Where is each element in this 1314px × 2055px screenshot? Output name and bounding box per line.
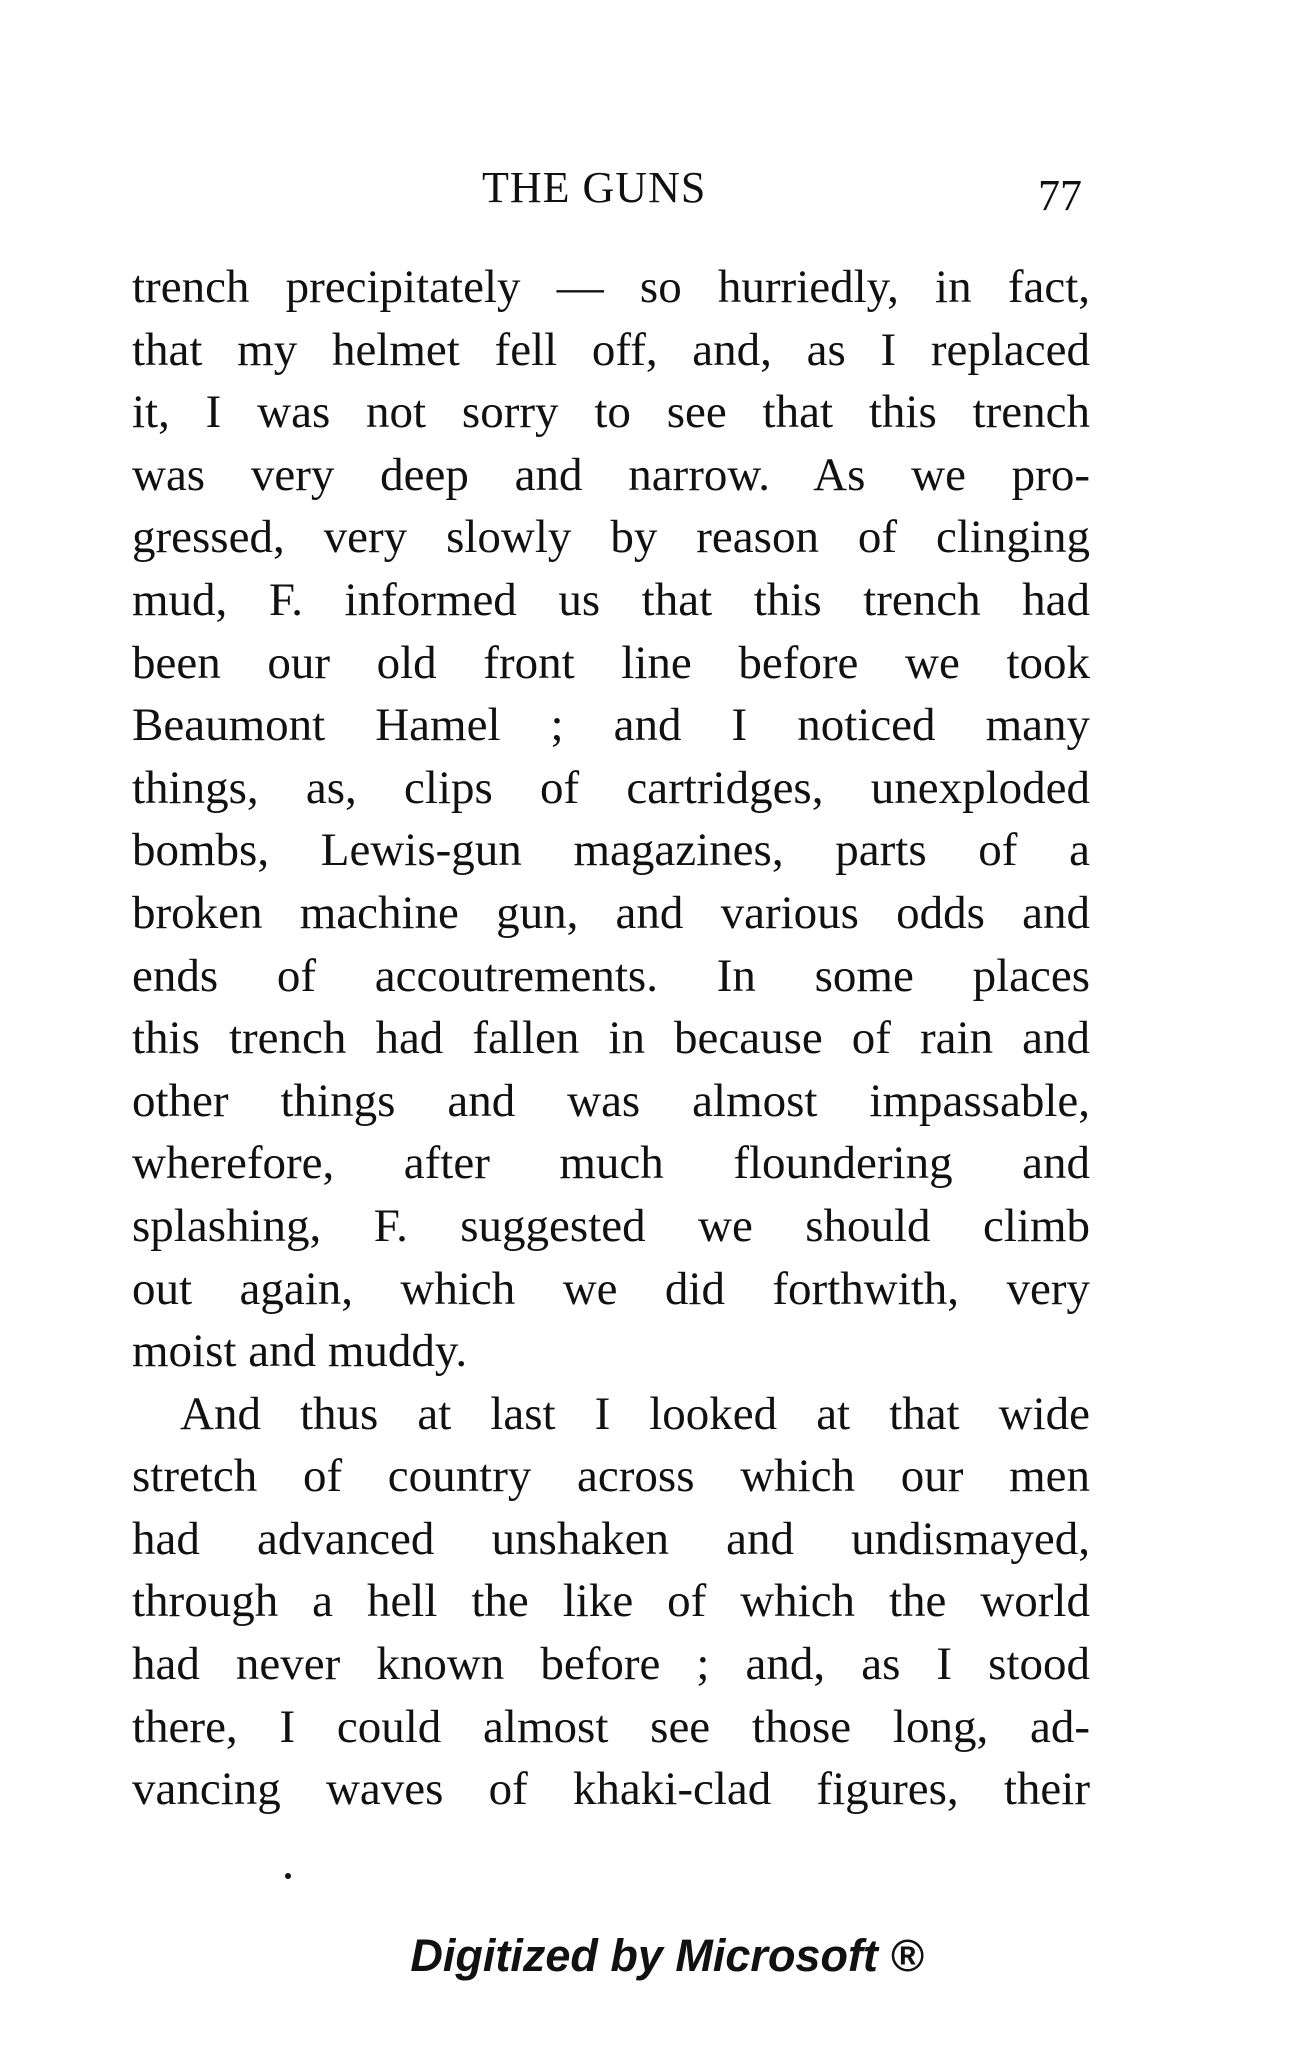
- text-line: had never known before ; and, as I stood: [132, 1638, 1090, 1691]
- text-line: been our old front line before we took: [132, 636, 1090, 689]
- running-head: [0, 162, 1314, 222]
- text-line: gressed, very slowly by reason of clinging: [132, 511, 1090, 564]
- text-line: it, I was not sorry to see that this trench: [132, 386, 1090, 439]
- text-line: trench precipitately — so hurriedly, in fact,: [132, 261, 1090, 313]
- stray-ink-dot: [285, 1873, 291, 1879]
- text-line: this trench had fallen in because of rain and: [132, 1012, 1090, 1065]
- text-line: moist and muddy.: [132, 1325, 468, 1378]
- text-line: mud, F. informed us that this trench had: [132, 573, 1090, 626]
- digitization-watermark: Digitized by Microsoft ®: [410, 1930, 924, 1981]
- text-line: through a hell the like of which the world: [132, 1575, 1090, 1628]
- running-title: THE GUNS: [482, 163, 707, 212]
- text-line: And thus at last I looked at that wide: [180, 1387, 1090, 1440]
- text-line: out again, which we did forthwith, very: [132, 1262, 1090, 1315]
- text-line: had advanced unshaken and undismayed,: [132, 1512, 1090, 1565]
- text-line: bombs, Lewis-gun magazines, parts of a: [132, 824, 1090, 877]
- text-line: was very deep and narrow. As we pro-: [132, 448, 1090, 501]
- text-line: broken machine gun, and various odds and: [132, 886, 1090, 939]
- text-line: that my helmet fell off, and, as I replaced: [132, 323, 1090, 376]
- text-line: splashing, F. suggested we should climb: [132, 1199, 1090, 1252]
- text-line: there, I could almost see those long, ad-: [132, 1700, 1090, 1753]
- text-line: Beaumont Hamel ; and I noticed many: [132, 699, 1090, 752]
- text-line: ends of accoutrements. In some places: [132, 949, 1090, 1002]
- text-line: stretch of country across which our men: [132, 1450, 1090, 1503]
- text-line: things, as, clips of cartridges, unexploded: [132, 761, 1090, 814]
- text-line: other things and was almost impassable,: [132, 1074, 1090, 1127]
- text-line: wherefore, after much floundering and: [132, 1137, 1090, 1190]
- text-line: vancing waves of khaki-clad figures, their: [132, 1763, 1090, 1816]
- body-text: [132, 256, 1090, 1821]
- page-number: 77: [1038, 171, 1082, 220]
